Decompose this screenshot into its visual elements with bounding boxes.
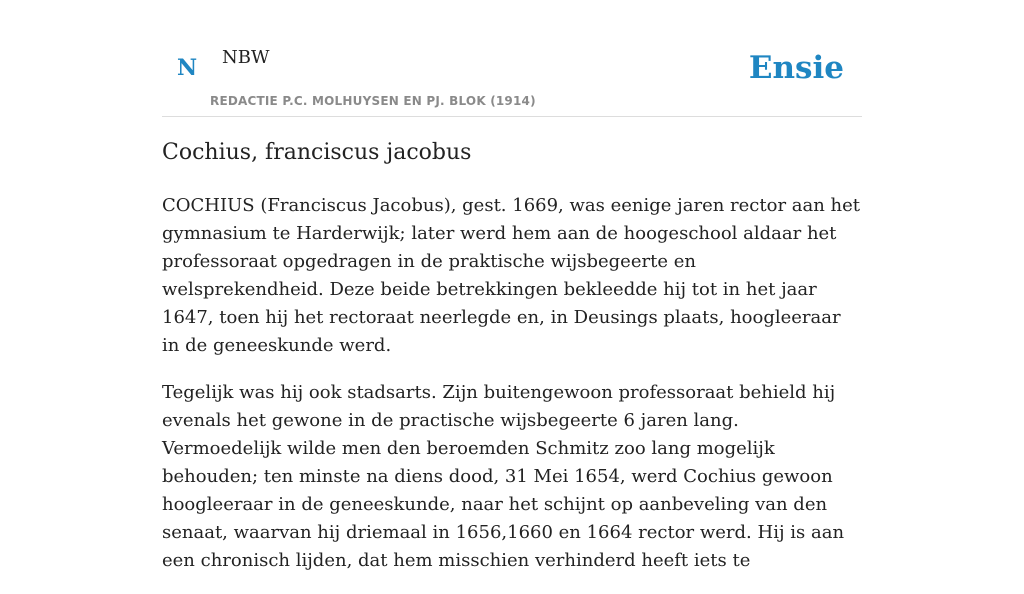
brand-logo[interactable]: Ensie xyxy=(748,50,844,86)
article-body xyxy=(162,192,862,594)
source-logo[interactable]: N xyxy=(177,55,198,81)
source-name[interactable]: NBW xyxy=(222,47,270,68)
source-subtitle: REDACTIE P.C. MOLHUYSEN EN PJ. BLOK (1914) xyxy=(210,94,536,108)
article-paragraph: Tegelijk was hij ook stadsarts. Zijn buitengewoon professoraat behield hij evenals het gewone in de practische wijsbegeerte 6 jaren lang. Vermoedelijk wilde men den beroemden Schmitz zoo lang mogelijk behouden; ten minste na diens dood, 31 Mei 1654, werd Cochius gewoon hoogleeraar in de geneeskunde, naar het schijnt op aanbeveling van den senaat, waarvan hij driemaal in 1656,1660 en 1664 rector werd. Hij is aan een chronisch lijden, dat hem misschien verhinderd heeft iets te xyxy=(162,382,845,571)
article-title: Cochius, franciscus jacobus xyxy=(162,140,472,165)
page xyxy=(162,0,862,571)
article-paragraph: COCHIUS (Franciscus Jacobus), gest. 1669, was eenige jaren rector aan het gymnasium te Harderwijk; later werd hem aan de hoogeschool aldaar het professoraat opgedragen in de praktische wijsbegeerte en welsprekendheid. Deze beide betrekkingen bekleedde hij tot in het jaar 1647, toen hij het rectoraat neerlegde en, in Deusings plaats, hoogleeraar in de geneeskunde werd. xyxy=(162,195,861,356)
source-header xyxy=(162,0,862,117)
